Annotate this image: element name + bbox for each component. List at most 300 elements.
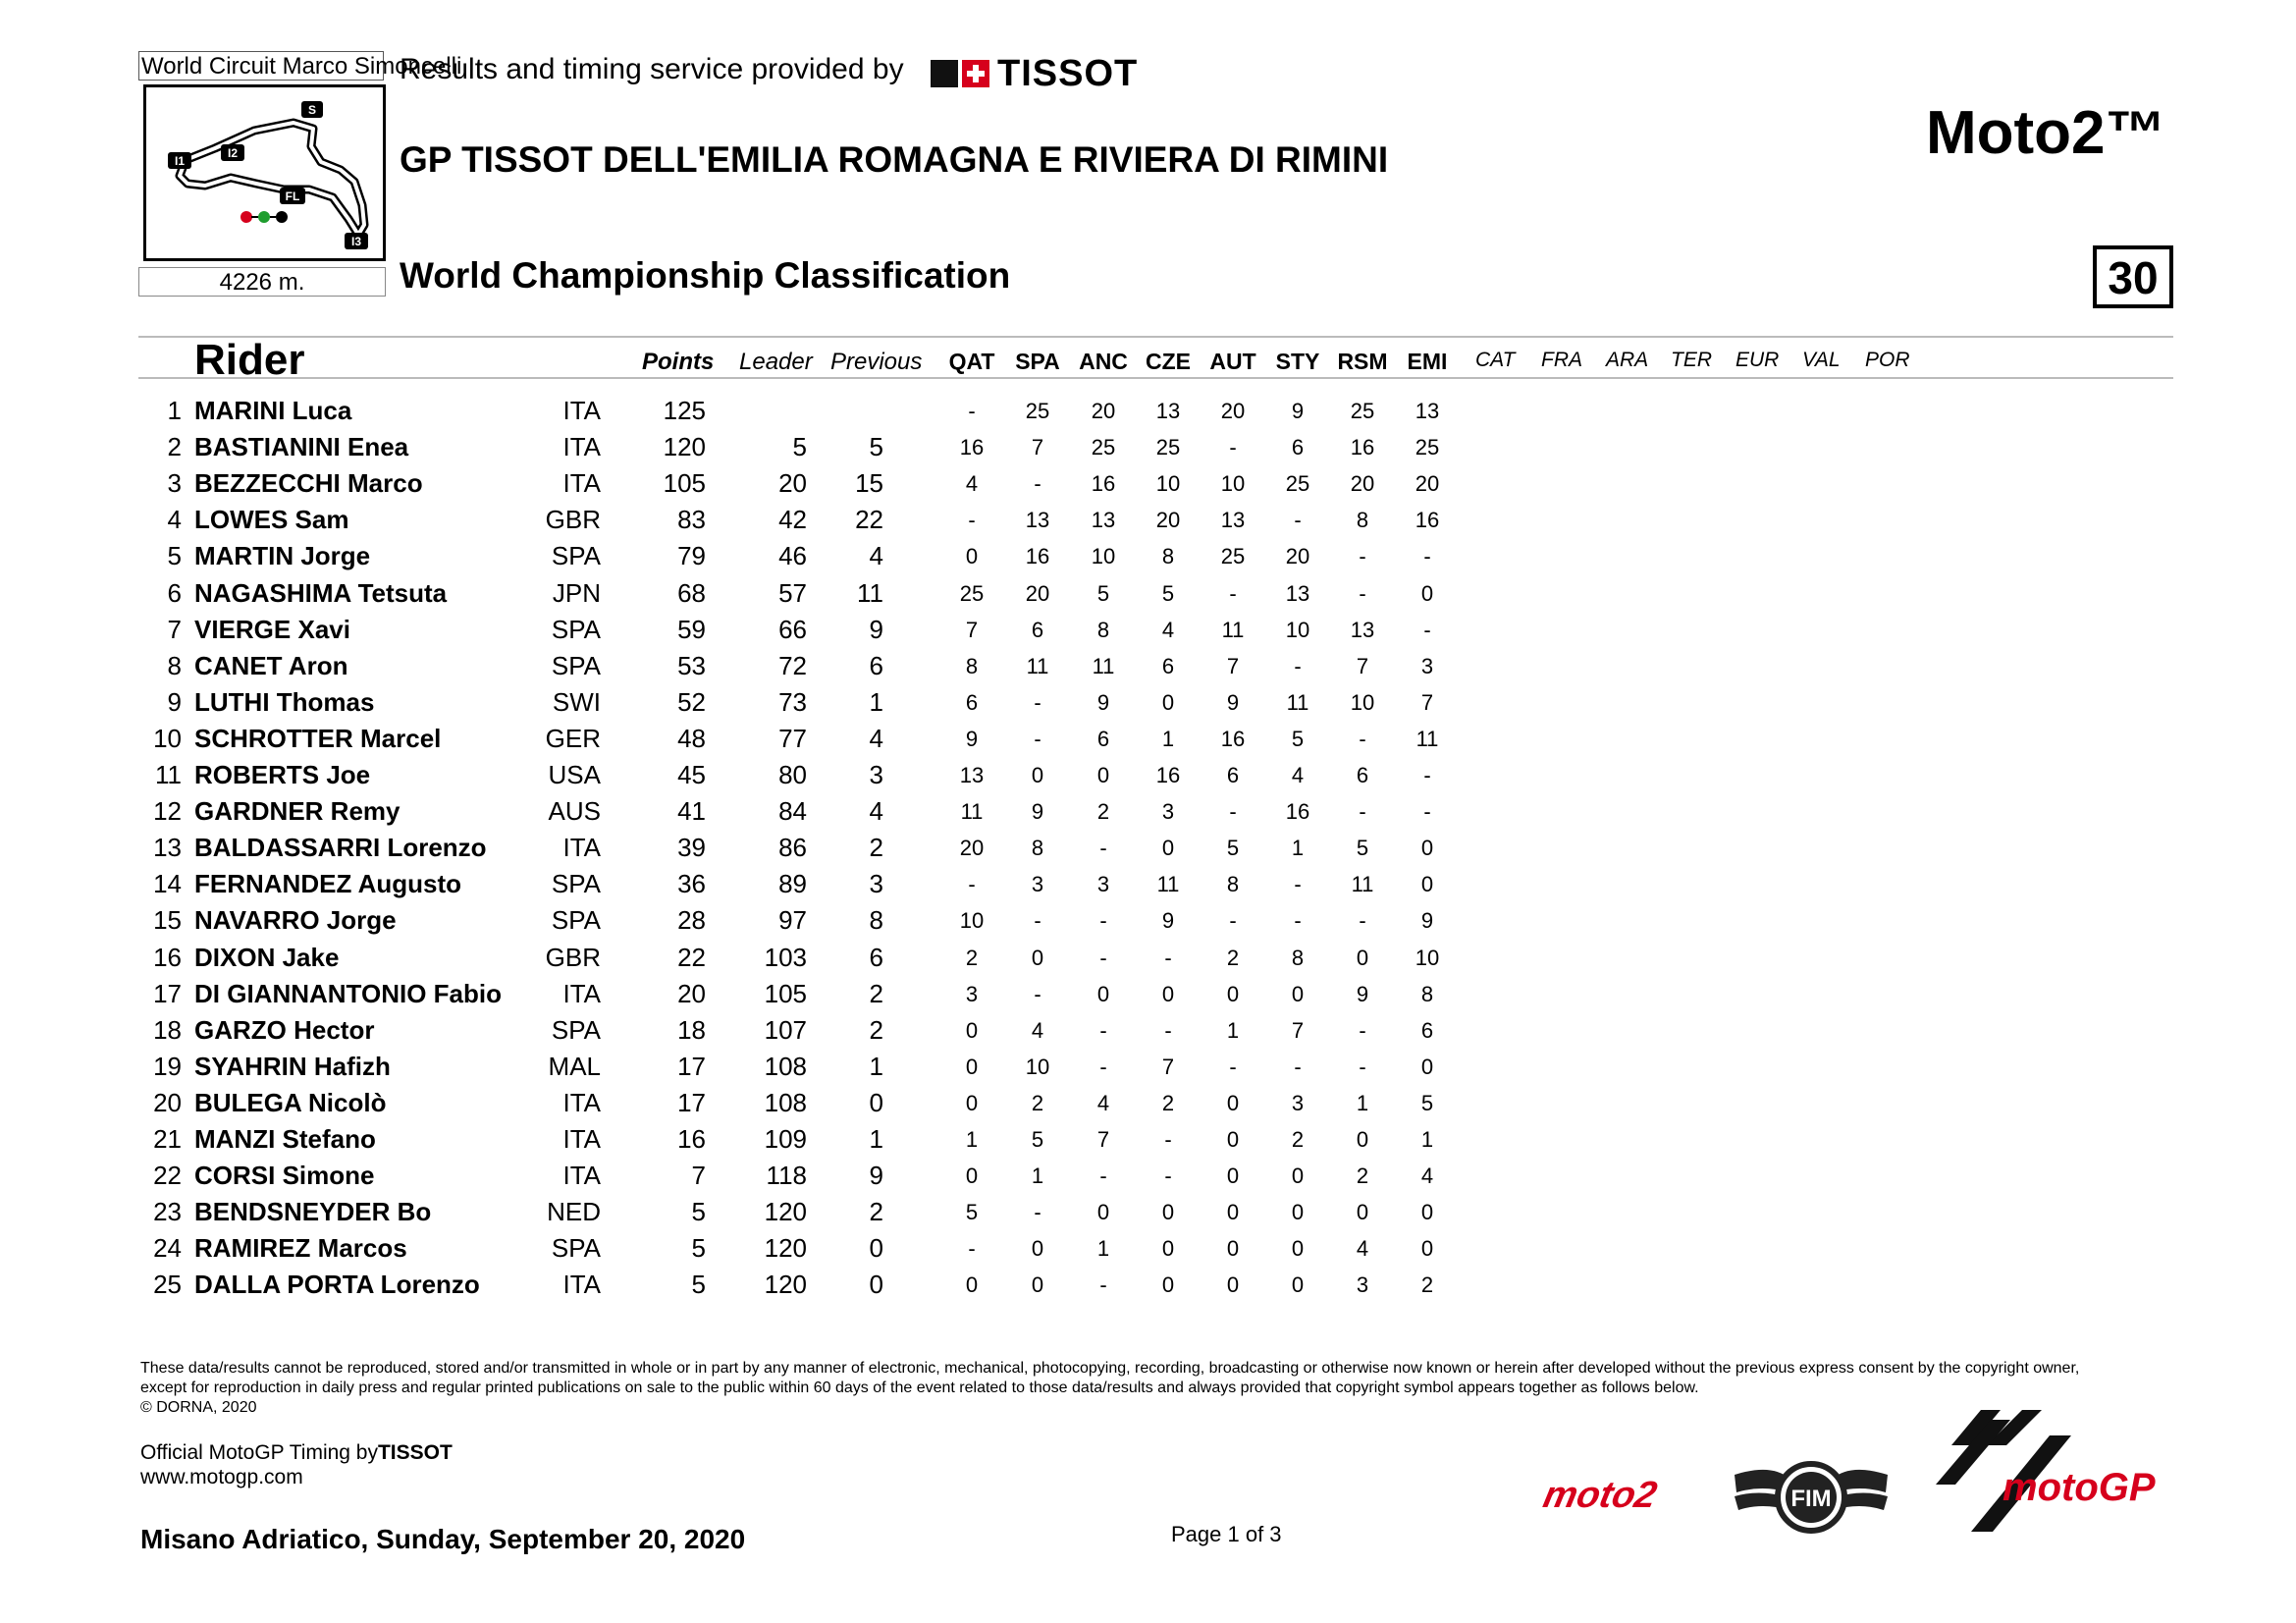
race-result: 2	[1356, 1163, 1369, 1189]
rider-nation: GBR	[545, 942, 601, 972]
table-row	[0, 578, 2296, 615]
header-bottom-rule	[138, 377, 2173, 379]
race-result: 20	[1155, 508, 1181, 533]
table-row	[0, 468, 2296, 505]
race-result: -	[1164, 1163, 1172, 1189]
header-top-rule	[138, 336, 2173, 338]
event-title: GP TISSOT DELL'EMILIA ROMAGNA E RIVIERA DI RIMINI	[400, 139, 1389, 180]
race-result: 25	[1025, 399, 1050, 423]
race-result: 0	[1420, 580, 1434, 606]
rider-name: ROBERTS Joe	[194, 760, 371, 789]
rider-name: BASTIANINI Enea	[194, 432, 409, 462]
race-result: -	[1164, 1127, 1172, 1152]
rider-position: 7	[167, 614, 182, 644]
table-row	[0, 1088, 2296, 1124]
race-result: 9	[1291, 399, 1305, 423]
rider-name: SYAHRIN Hafizh	[194, 1051, 391, 1081]
fim-logo-text: FIM	[1790, 1486, 1832, 1512]
copyright: © DORNA, 2020	[140, 1399, 257, 1416]
race-result: 4	[1096, 1090, 1110, 1115]
rider-name: BEZZECCHI Marco	[194, 468, 423, 499]
race-result: 20	[1415, 471, 1440, 497]
race-result: -	[1359, 908, 1366, 934]
race-result: 0	[1291, 1163, 1305, 1189]
rider-nation: SPA	[551, 905, 601, 936]
race-result: 13	[959, 763, 985, 787]
table-row	[0, 943, 2296, 979]
race-result: 0	[1291, 981, 1305, 1006]
rider-points: 83	[677, 505, 706, 535]
race-result: 7	[965, 617, 979, 642]
rider-points: 16	[677, 1124, 706, 1154]
race-result: 11	[1221, 617, 1245, 642]
rider-gap-previous: 2	[869, 978, 883, 1008]
rider-points: 68	[677, 577, 706, 608]
rider-gap-leader: 5	[792, 432, 807, 462]
rider-name: NAGASHIMA Tetsuta	[194, 577, 448, 608]
rider-gap-previous: 4	[869, 796, 883, 827]
race-result: 6	[1096, 726, 1110, 751]
race-result: -	[1423, 799, 1431, 825]
race-result: 0	[1096, 981, 1110, 1006]
race-result: 0	[1420, 872, 1434, 897]
rider-gap-leader: 89	[778, 869, 807, 899]
race-result: 5	[1031, 1127, 1044, 1152]
race-result: 2	[1291, 1127, 1305, 1152]
table-row	[0, 1015, 2296, 1052]
race-result: 9	[965, 726, 979, 751]
race-result: 9	[1226, 689, 1240, 715]
race-result: 9	[1356, 981, 1369, 1006]
race-result: 8	[1096, 617, 1110, 642]
rider-name: BULEGA Nicolò	[194, 1087, 387, 1117]
table-row	[0, 760, 2296, 796]
race-result: 25	[1285, 471, 1310, 497]
place-date: Misano Adriatico, Sunday, September 20, 2020	[140, 1524, 746, 1554]
race-result: 0	[1226, 1200, 1240, 1225]
race-result: -	[1294, 1054, 1302, 1079]
col-future-ter: TER	[1671, 349, 1712, 371]
race-result: 25	[1350, 399, 1375, 423]
race-result: 10	[1350, 689, 1375, 715]
race-result: 20	[959, 836, 985, 861]
table-row	[0, 796, 2296, 833]
rider-name: CANET Aron	[194, 650, 348, 680]
race-result: 13	[1415, 399, 1440, 423]
rider-gap-previous: 9	[869, 614, 883, 644]
race-result: 7	[1161, 1054, 1175, 1079]
rider-nation: SPA	[551, 614, 601, 644]
race-result: 8	[1291, 945, 1305, 970]
race-result: 16	[1285, 799, 1310, 825]
rider-name: LOWES Sam	[194, 505, 349, 535]
rider-gap-previous: 3	[869, 760, 883, 789]
race-result: 0	[965, 1054, 979, 1079]
rider-name: CORSI Simone	[194, 1161, 375, 1191]
race-result: 16	[959, 435, 985, 460]
col-future-eur: EUR	[1735, 349, 1780, 371]
rider-gap-leader: 118	[766, 1161, 807, 1191]
race-result: 1	[1291, 836, 1305, 861]
rider-points: 17	[677, 1087, 706, 1117]
race-result: 2	[965, 945, 979, 970]
race-result: 0	[1031, 1236, 1044, 1262]
race-result: -	[1423, 763, 1431, 787]
race-result: -	[1034, 726, 1041, 751]
race-result: 13	[1285, 580, 1310, 606]
rider-position: 13	[153, 833, 182, 863]
rider-name: BENDSNEYDER Bo	[194, 1197, 432, 1227]
race-result: 16	[1220, 726, 1246, 751]
col-race-emi: EMI	[1407, 349, 1448, 374]
race-result: 0	[1226, 1236, 1240, 1262]
rider-position: 18	[153, 1014, 182, 1045]
race-result: 3	[1096, 872, 1110, 897]
rider-nation: USA	[548, 760, 601, 789]
table-row	[0, 505, 2296, 541]
circuit-name: World Circuit Marco Simoncelli	[138, 51, 384, 81]
race-result: 0	[965, 1272, 979, 1298]
race-result: -	[968, 872, 976, 897]
rider-points: 5	[691, 1233, 706, 1264]
rider-position: 14	[153, 869, 182, 899]
race-result: 3	[965, 981, 979, 1006]
race-result: -	[1034, 689, 1041, 715]
map-label-i3: I3	[350, 235, 362, 248]
rider-nation: SPA	[551, 1233, 601, 1264]
rider-gap-leader: 57	[778, 577, 807, 608]
table-row	[0, 432, 2296, 468]
rider-gap-previous: 2	[869, 833, 883, 863]
race-result: 6	[1420, 1017, 1434, 1043]
website-link[interactable]: www.motogp.com	[140, 1466, 303, 1488]
race-result: 25	[1220, 544, 1246, 569]
rider-position: 20	[153, 1087, 182, 1117]
race-result: 3	[1031, 872, 1044, 897]
rider-gap-leader: 108	[764, 1051, 807, 1081]
race-result: 8	[1031, 836, 1044, 861]
race-result: 10	[1415, 945, 1440, 970]
rider-points: 39	[677, 833, 706, 863]
col-race-sty: STY	[1275, 349, 1320, 374]
col-previous: Previous	[830, 349, 923, 375]
race-result: 4	[965, 471, 979, 497]
race-result: -	[1294, 508, 1302, 533]
race-result: -	[968, 399, 976, 423]
race-result: 5	[1096, 580, 1110, 606]
race-result: 0	[1031, 945, 1044, 970]
race-result: 5	[1291, 726, 1305, 751]
rider-nation: ITA	[562, 1087, 601, 1117]
col-future-fra: FRA	[1541, 349, 1582, 371]
race-result: 11	[1351, 872, 1374, 897]
race-result: 0	[1096, 1200, 1110, 1225]
rider-nation: ITA	[562, 396, 601, 425]
race-result: 16	[1155, 763, 1181, 787]
tissot-wordmark: TISSOT	[997, 53, 1139, 94]
race-result: 0	[1356, 945, 1369, 970]
table-row	[0, 396, 2296, 432]
race-result: 4	[1161, 617, 1175, 642]
race-result: 0	[1291, 1272, 1305, 1298]
disclaimer	[140, 1359, 2104, 1418]
race-result: -	[1099, 1054, 1107, 1079]
race-result: 0	[1226, 1127, 1240, 1152]
race-result: 20	[1285, 544, 1310, 569]
rider-points: 20	[677, 978, 706, 1008]
race-result: 13	[1350, 617, 1375, 642]
provider-text: Results and timing service provided by	[400, 53, 904, 85]
doc-title: World Championship Classification	[400, 255, 1011, 296]
motogp-logo-text: motoGP	[2002, 1466, 2156, 1509]
table-row	[0, 687, 2296, 724]
map-label-i1: I1	[174, 154, 186, 168]
race-result: 0	[965, 1017, 979, 1043]
rider-gap-leader: 73	[778, 686, 807, 717]
rider-nation: GER	[545, 723, 601, 753]
track-length: 4226 m.	[138, 267, 386, 297]
race-result: 3	[1161, 799, 1175, 825]
rider-nation: SWI	[552, 686, 601, 717]
race-result: 1	[1031, 1163, 1044, 1189]
rider-gap-previous: 8	[869, 905, 883, 936]
race-result: -	[1423, 544, 1431, 569]
race-result: 0	[1031, 763, 1044, 787]
race-result: 10	[1155, 471, 1181, 497]
race-result: 2	[1096, 799, 1110, 825]
rider-position: 2	[167, 432, 182, 462]
rider-position: 10	[153, 723, 182, 753]
race-result: 2	[1161, 1090, 1175, 1115]
race-result: 7	[1226, 653, 1240, 678]
race-result: 3	[1356, 1272, 1369, 1298]
rider-points: 5	[691, 1270, 706, 1300]
rider-position: 3	[167, 468, 182, 499]
rider-position: 12	[153, 796, 182, 827]
race-result: 11	[1286, 689, 1309, 715]
rider-nation: ITA	[562, 833, 601, 863]
table-row	[0, 1233, 2296, 1270]
race-result: 0	[1161, 1272, 1175, 1298]
race-result: 6	[1031, 617, 1044, 642]
race-result: 1	[965, 1127, 979, 1152]
race-result: -	[968, 1236, 976, 1262]
rider-position: 1	[167, 396, 182, 425]
rider-nation: AUS	[548, 796, 601, 827]
race-result: -	[1034, 1200, 1041, 1225]
race-result: 5	[1420, 1090, 1434, 1115]
rider-name: NAVARRO Jorge	[194, 905, 397, 936]
col-future-val: VAL	[1802, 349, 1841, 371]
race-result: 0	[1161, 836, 1175, 861]
race-result: -	[1229, 799, 1237, 825]
race-result: -	[1099, 1272, 1107, 1298]
race-result: 20	[1091, 399, 1116, 423]
race-result: 0	[1031, 1272, 1044, 1298]
col-future-ara: ARA	[1606, 349, 1649, 371]
race-result: 10	[1025, 1054, 1050, 1079]
rider-points: 53	[677, 650, 706, 680]
col-race-qat: QAT	[948, 349, 995, 374]
table-row	[0, 869, 2296, 905]
rider-gap-leader: 72	[778, 650, 807, 680]
col-race-spa: SPA	[1015, 349, 1060, 374]
rider-gap-leader: 108	[764, 1087, 807, 1117]
race-result: 0	[1291, 1236, 1305, 1262]
race-result: 25	[959, 580, 985, 606]
race-result: -	[1164, 945, 1172, 970]
rider-gap-previous: 0	[869, 1233, 883, 1264]
race-result: 8	[965, 653, 979, 678]
rider-position: 9	[167, 686, 182, 717]
rider-gap-leader: 105	[764, 978, 807, 1008]
race-result: -	[1034, 908, 1041, 934]
rider-nation: ITA	[562, 468, 601, 499]
rider-gap-leader: 103	[764, 942, 807, 972]
rider-position: 4	[167, 505, 182, 535]
race-result: 1	[1420, 1127, 1434, 1152]
rider-gap-previous: 2	[869, 1014, 883, 1045]
rider-gap-previous: 0	[869, 1270, 883, 1300]
red-light-icon	[240, 211, 252, 223]
rider-nation: SPA	[551, 869, 601, 899]
race-result: -	[1099, 1017, 1107, 1043]
race-result: 1	[1096, 1236, 1110, 1262]
race-result: -	[1294, 872, 1302, 897]
race-result: 1	[1161, 726, 1175, 751]
rider-points: 5	[691, 1197, 706, 1227]
table-row	[0, 651, 2296, 687]
rider-gap-previous: 1	[869, 1051, 883, 1081]
race-result: 10	[1220, 471, 1246, 497]
rider-position: 22	[153, 1161, 182, 1191]
rider-points: 18	[677, 1014, 706, 1045]
race-result: 5	[1226, 836, 1240, 861]
race-result: 0	[1161, 689, 1175, 715]
race-result: -	[1359, 1017, 1366, 1043]
col-future-por: POR	[1865, 349, 1910, 371]
official-timing-text: Official MotoGP Timing by	[140, 1441, 378, 1464]
rider-position: 21	[153, 1124, 182, 1154]
rider-gap-previous: 15	[855, 468, 883, 499]
race-result: 0	[1161, 981, 1175, 1006]
race-result: -	[1359, 799, 1366, 825]
rider-position: 25	[153, 1270, 182, 1300]
race-result: 10	[1285, 617, 1310, 642]
rider-gap-previous: 11	[857, 577, 883, 608]
rider-name: FERNANDEZ Augusto	[194, 869, 462, 899]
rider-position: 8	[167, 650, 182, 680]
rider-name: BALDASSARRI Lorenzo	[194, 833, 487, 863]
rider-points: 79	[677, 541, 706, 571]
race-result: -	[1229, 580, 1237, 606]
rider-gap-previous: 1	[869, 1124, 883, 1154]
race-result: 0	[1161, 1236, 1175, 1262]
rider-position: 5	[167, 541, 182, 571]
rider-gap-leader: 120	[764, 1233, 807, 1264]
class-name: Moto2™	[1926, 99, 2166, 167]
rider-points: 52	[677, 686, 706, 717]
rider-name: MARINI Luca	[194, 396, 352, 425]
rider-points: 120	[663, 432, 706, 462]
rider-gap-leader: 77	[778, 723, 807, 753]
table-row	[0, 615, 2296, 651]
rider-points: 45	[677, 760, 706, 789]
race-result: 0	[1420, 1054, 1434, 1079]
rider-points: 36	[677, 869, 706, 899]
rider-nation: MAL	[548, 1051, 601, 1081]
race-result: 0	[1096, 763, 1110, 787]
race-result: 3	[1420, 653, 1434, 678]
race-result: 6	[1226, 763, 1240, 787]
rider-gap-leader: 107	[764, 1014, 807, 1045]
race-result: 20	[1220, 399, 1246, 423]
rider-name: VIERGE Xavi	[194, 614, 350, 644]
table-row	[0, 724, 2296, 760]
rider-position: 23	[153, 1197, 182, 1227]
table-row	[0, 833, 2296, 869]
rider-name: LUTHI Thomas	[194, 686, 375, 717]
race-result: 13	[1025, 508, 1050, 533]
race-result: -	[1229, 435, 1237, 460]
race-result: 0	[1226, 1090, 1240, 1115]
race-result: 8	[1161, 544, 1175, 569]
moto2-logo-text: moto2	[1539, 1474, 1661, 1516]
race-result: 0	[1420, 1200, 1434, 1225]
tissot-black-square-icon	[931, 60, 958, 87]
col-rider: Rider	[194, 336, 305, 384]
race-result: 6	[1356, 763, 1369, 787]
race-result: 8	[1420, 981, 1434, 1006]
race-result: -	[1164, 1017, 1172, 1043]
race-result: -	[1294, 653, 1302, 678]
rider-gap-previous: 3	[869, 869, 883, 899]
race-result: 11	[1156, 872, 1180, 897]
rider-gap-leader: 84	[778, 796, 807, 827]
race-result: -	[1099, 908, 1107, 934]
doc-number: 30	[2093, 245, 2173, 308]
rider-nation: ITA	[562, 1161, 601, 1191]
race-result: 1	[1226, 1017, 1240, 1043]
rider-gap-leader: 109	[764, 1124, 807, 1154]
rider-nation: GBR	[545, 505, 601, 535]
race-result: 11	[1415, 726, 1439, 751]
race-result: 2	[1226, 945, 1240, 970]
race-result: 13	[1220, 508, 1246, 533]
race-result: 0	[1226, 1272, 1240, 1298]
page-indicator: Page 1 of 3	[1171, 1522, 1282, 1546]
race-result: 4	[1356, 1236, 1369, 1262]
race-result: 9	[1420, 908, 1434, 934]
disclaimer-text: These data/results cannot be reproduced, stored and/or transmitted in whole or in part by any manner of electronic, mechanical, photocopying, recording, broadcasting or otherwise now known or herein after developed without the previous express consent by the copyright owner, except for reproduction in daily press and regular printed publications on sale to the public within 60 days of the event related to those data/results and always provided that copyright symbol appears together as follows below.	[140, 1360, 2080, 1396]
race-result: -	[1294, 908, 1302, 934]
col-race-anc: ANC	[1079, 349, 1128, 374]
race-result: 0	[965, 1163, 979, 1189]
rider-name: DI GIANNANTONIO Fabio	[194, 978, 502, 1008]
rider-gap-leader: 86	[778, 833, 807, 863]
race-result: -	[1099, 836, 1107, 861]
motogp-logo	[1932, 1406, 2167, 1541]
rider-nation: SPA	[551, 1014, 601, 1045]
race-result: 4	[1420, 1163, 1434, 1189]
rider-name: GARZO Hector	[194, 1014, 375, 1045]
race-result: 5	[1356, 836, 1369, 861]
race-result: 13	[1091, 508, 1116, 533]
rider-gap-leader: 66	[778, 614, 807, 644]
rider-name: MARTIN Jorge	[194, 541, 371, 571]
stop-icon	[276, 211, 288, 223]
table-row	[0, 1124, 2296, 1161]
